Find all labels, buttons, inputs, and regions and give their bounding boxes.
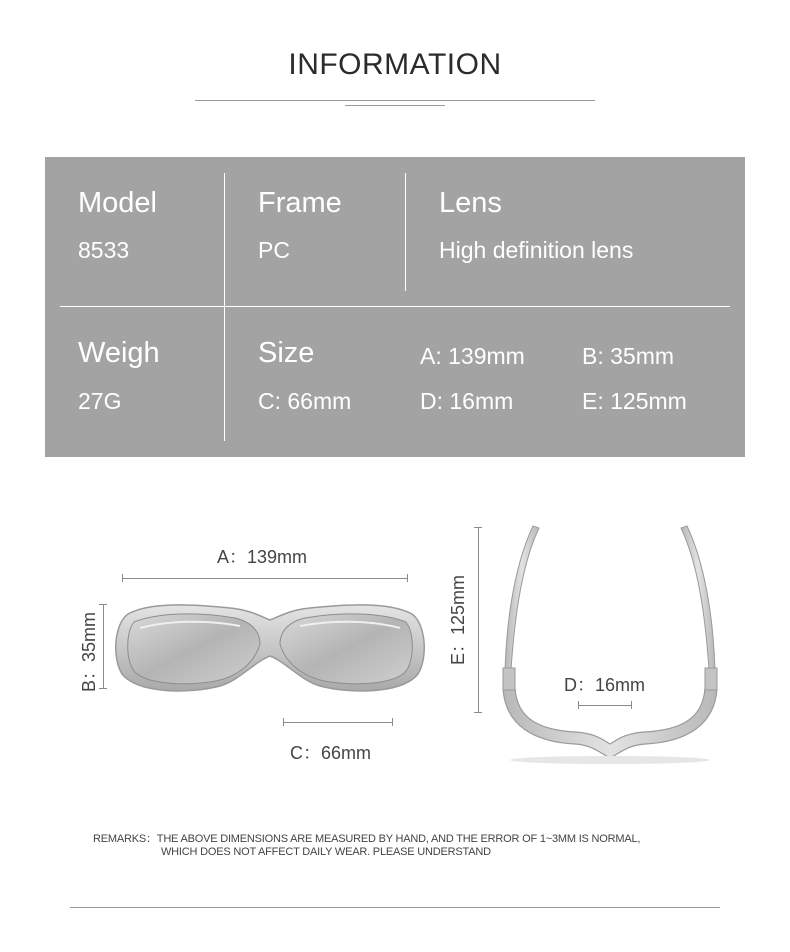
glasses-front-view	[110, 598, 430, 698]
dimension-d-label: D：16mm	[564, 675, 646, 695]
title-divider-short	[345, 105, 445, 106]
weight-label: Weigh	[78, 337, 160, 369]
size-b: B: 35mm	[582, 343, 675, 369]
dimension-b-tick-bottom	[99, 688, 107, 689]
dimension-a-label: A：139mm	[217, 547, 308, 567]
dimension-b-tick-top	[99, 604, 107, 605]
dimension-a-tick-right	[407, 574, 408, 582]
dimension-b-label: B：35mm	[79, 611, 99, 692]
dimension-e-tick-bottom	[474, 712, 482, 713]
model-label: Model	[78, 187, 157, 219]
size-label: Size	[258, 337, 315, 369]
dimension-a-tick-left	[122, 574, 123, 582]
dimension-c-tick-left	[283, 718, 284, 726]
glasses-top-view	[495, 520, 725, 765]
size-d: D: 16mm	[420, 388, 514, 414]
panel-divider-v2	[405, 173, 406, 291]
panel-divider-h	[60, 306, 730, 307]
frame-value: PC	[258, 237, 290, 263]
page-title: INFORMATION	[288, 48, 502, 81]
lens-label: Lens	[439, 187, 502, 219]
bottom-divider	[70, 907, 720, 908]
dimension-b-line	[103, 604, 104, 688]
size-c: C: 66mm	[258, 388, 352, 414]
dimension-e-label: E：125mm	[448, 574, 468, 665]
size-a: A: 139mm	[420, 343, 525, 369]
dimension-c-label: C：66mm	[290, 743, 372, 763]
dimension-c-line	[283, 722, 393, 723]
dimension-c-tick-right	[392, 718, 393, 726]
title-divider	[195, 100, 595, 101]
frame-label: Frame	[258, 187, 342, 219]
weight-value: 27G	[78, 388, 122, 414]
dimension-e-tick-top	[474, 527, 482, 528]
model-value: 8533	[78, 237, 130, 263]
size-e: E: 125mm	[582, 388, 687, 414]
dimension-e-line	[478, 527, 479, 713]
dimension-a-line	[122, 578, 408, 579]
remarks-line-2: WHICH DOES NOT AFFECT DAILY WEAR. PLEASE UNDERSTAND	[161, 846, 491, 858]
lens-value: High definition lens	[439, 237, 634, 263]
panel-divider-v1	[224, 173, 225, 441]
remarks-line-1: REMARKS：THE ABOVE DIMENSIONS ARE MEASURED BY HAND, AND THE ERROR OF 1~3MM IS NORMAL,	[93, 833, 641, 845]
